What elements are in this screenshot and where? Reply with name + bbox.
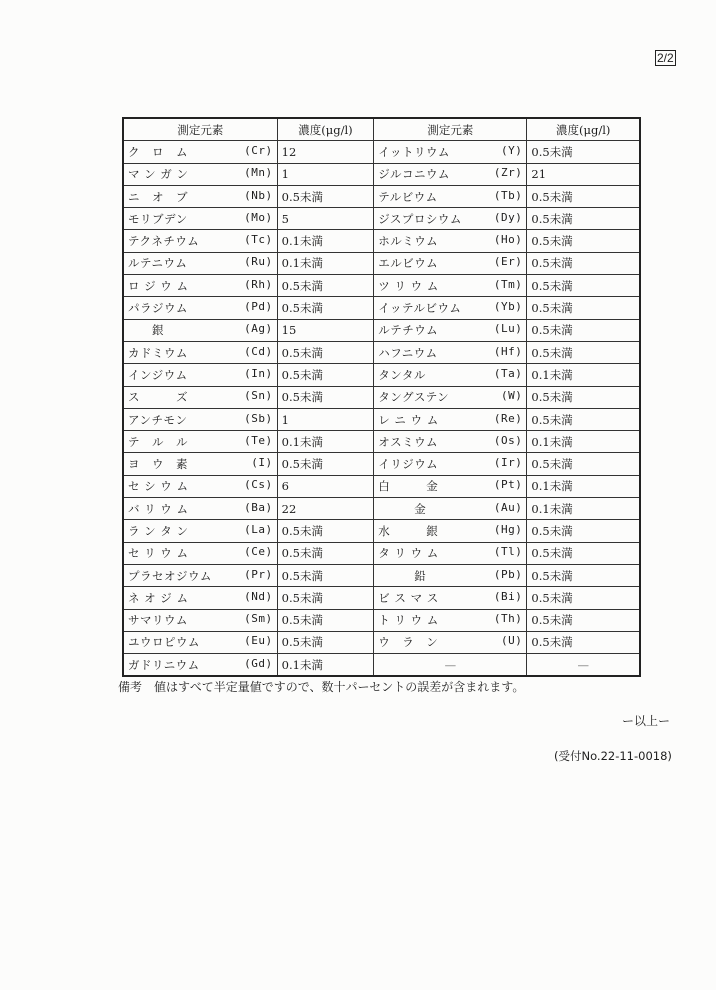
element-name-cell: 水 銀 (Hg) xyxy=(374,520,527,542)
concentration-cell: 0.1未満 xyxy=(277,252,374,274)
table-row xyxy=(123,163,640,185)
element-name-cell: ツ リ ウ ム (Tm) xyxy=(374,275,527,297)
table-row xyxy=(123,364,640,386)
element-name-cell: ホルミウム (Ho) xyxy=(374,230,527,252)
element-name-cell: ニ オ ブ (Nb) xyxy=(123,185,277,207)
table-row xyxy=(123,631,640,653)
concentration-cell: 0.1未満 xyxy=(277,431,374,453)
concentration-cell: 0.5未満 xyxy=(277,631,374,653)
element-name-cell: モリブデン (Mo) xyxy=(123,208,277,230)
element-name-cell: ガドリニウム (Gd) xyxy=(123,654,277,677)
element-name-cell: ラ ン タ ン (La) xyxy=(123,520,277,542)
table-row xyxy=(123,498,640,520)
element-name-cell: カドミウム (Cd) xyxy=(123,341,277,363)
table-row xyxy=(123,208,640,230)
element-name-cell: マ ン ガ ン (Mn) xyxy=(123,163,277,185)
element-name-cell: イッテルビウム (Yb) xyxy=(374,297,527,319)
concentration-cell: 0.5未満 xyxy=(527,564,640,586)
element-concentration-table xyxy=(122,117,641,677)
page-number: 2/2 xyxy=(657,51,674,65)
concentration-cell: 0.5未満 xyxy=(277,297,374,319)
concentration-cell: 0.5未満 xyxy=(527,208,640,230)
concentration-cell: 0.5未満 xyxy=(527,587,640,609)
element-name-cell: ユウロピウム (Eu) xyxy=(123,631,277,653)
element-name-cell: エルビウム (Er) xyxy=(374,252,527,274)
element-name-cell: セ シ ウ ム (Cs) xyxy=(123,475,277,497)
table-row xyxy=(123,475,640,497)
element-name-cell: 銀 (Ag) xyxy=(123,319,277,341)
concentration-cell: 0.5未満 xyxy=(277,386,374,408)
concentration-cell: 15 xyxy=(277,319,374,341)
table-row xyxy=(123,520,640,542)
element-name-cell: 鉛 (Pb) xyxy=(374,564,527,586)
concentration-cell: 0.5未満 xyxy=(277,609,374,631)
concentration-cell: 5 xyxy=(277,208,374,230)
element-name-cell: 金 (Au) xyxy=(374,498,527,520)
element-name-cell: ジルコニウム (Zr) xyxy=(374,163,527,185)
concentration-cell: 0.5未満 xyxy=(277,542,374,564)
element-name-cell: タ リ ウ ム (Tl) xyxy=(374,542,527,564)
element-name-cell: ロ ジ ウ ム (Rh) xyxy=(123,275,277,297)
element-name-cell: アンチモン (Sb) xyxy=(123,408,277,430)
element-name-cell: テクネチウム (Tc) xyxy=(123,230,277,252)
concentration-cell: 0.5未満 xyxy=(527,141,640,163)
concentration-cell: 0.5未満 xyxy=(527,341,640,363)
element-name-cell: オスミウム (Os) xyxy=(374,431,527,453)
element-name-cell: テルビウム (Tb) xyxy=(374,185,527,207)
element-name-cell: セ リ ウ ム (Ce) xyxy=(123,542,277,564)
concentration-cell: 22 xyxy=(277,498,374,520)
table-header-row xyxy=(123,118,640,141)
element-name-cell: イリジウム (Ir) xyxy=(374,453,527,475)
concentration-cell: 0.1未満 xyxy=(527,431,640,453)
table-row xyxy=(123,185,640,207)
concentration-cell: 0.1未満 xyxy=(527,498,640,520)
table-row xyxy=(123,564,640,586)
empty-dash-cell: — xyxy=(527,654,640,677)
concentration-cell: 0.5未満 xyxy=(527,453,640,475)
concentration-cell: 0.5未満 xyxy=(527,185,640,207)
end-mark: ー以上ー xyxy=(622,714,671,728)
element-name-cell: ウ ラ ン (U) xyxy=(374,631,527,653)
table-row xyxy=(123,654,640,677)
element-name-cell: サマリウム (Sm) xyxy=(123,609,277,631)
concentration-cell: 0.5未満 xyxy=(277,453,374,475)
element-name-cell: ジスプロシウム (Dy) xyxy=(374,208,527,230)
concentration-cell: 0.5未満 xyxy=(527,631,640,653)
concentration-cell: 0.5未満 xyxy=(277,341,374,363)
element-name-cell: テ ル ル (Te) xyxy=(123,431,277,453)
concentration-cell: 0.5未満 xyxy=(277,275,374,297)
element-name-cell: ト リ ウ ム (Th) xyxy=(374,609,527,631)
concentration-cell: 0.5未満 xyxy=(527,319,640,341)
concentration-cell: 0.5未満 xyxy=(277,564,374,586)
concentration-cell: 0.5未満 xyxy=(527,275,640,297)
concentration-cell: 0.1未満 xyxy=(527,364,640,386)
concentration-cell: 1 xyxy=(277,163,374,185)
element-name-cell: パラジウム (Pd) xyxy=(123,297,277,319)
header-element-left: 測定元素 xyxy=(123,118,277,141)
table-row xyxy=(123,431,640,453)
remark-note: 備考 値はすべて半定量値ですので、数十パーセントの誤差が含まれます。 xyxy=(118,680,525,694)
concentration-cell: 0.1未満 xyxy=(277,654,374,677)
element-name-cell: ビ ス マ ス (Bi) xyxy=(374,587,527,609)
concentration-cell: 0.5未満 xyxy=(527,252,640,274)
table-row xyxy=(123,319,640,341)
concentration-cell: 0.5未満 xyxy=(527,520,640,542)
table-row xyxy=(123,453,640,475)
table-row xyxy=(123,587,640,609)
concentration-cell: 0.5未満 xyxy=(527,609,640,631)
header-concentration-left: 濃度(μg/l) xyxy=(277,118,374,141)
element-name-cell: プラセオジウム (Pr) xyxy=(123,564,277,586)
element-name-cell: ネ オ ジ ム (Nd) xyxy=(123,587,277,609)
element-name-cell: タンタル (Ta) xyxy=(374,364,527,386)
table-row xyxy=(123,230,640,252)
table-row xyxy=(123,408,640,430)
element-name-cell: 白 金 (Pt) xyxy=(374,475,527,497)
element-name-cell: バ リ ウ ム (Ba) xyxy=(123,498,277,520)
table-row xyxy=(123,386,640,408)
element-name-cell: レ ニ ウ ム (Re) xyxy=(374,408,527,430)
concentration-cell: 0.1未満 xyxy=(277,230,374,252)
concentration-cell: 0.5未満 xyxy=(277,587,374,609)
element-name-cell: インジウム (In) xyxy=(123,364,277,386)
table-row xyxy=(123,297,640,319)
table-row xyxy=(123,275,640,297)
element-name-cell: ハフニウム (Hf) xyxy=(374,341,527,363)
element-name-cell: ルテニウム (Ru) xyxy=(123,252,277,274)
header-concentration-right: 濃度(μg/l) xyxy=(527,118,640,141)
table-row xyxy=(123,252,640,274)
concentration-cell: 0.5未満 xyxy=(527,408,640,430)
concentration-cell: 0.5未満 xyxy=(277,185,374,207)
concentration-cell: 0.5未満 xyxy=(527,230,640,252)
header-element-right: 測定元素 xyxy=(374,118,527,141)
concentration-cell: 1 xyxy=(277,408,374,430)
empty-dash-cell: — xyxy=(374,654,527,677)
concentration-cell: 0.5未満 xyxy=(277,520,374,542)
concentration-cell: 6 xyxy=(277,475,374,497)
table-row xyxy=(123,609,640,631)
concentration-cell: 12 xyxy=(277,141,374,163)
concentration-cell: 0.5未満 xyxy=(527,297,640,319)
table-row xyxy=(123,542,640,564)
element-name-cell: ス ズ (Sn) xyxy=(123,386,277,408)
table-row xyxy=(123,341,640,363)
element-name-cell: タングステン (W) xyxy=(374,386,527,408)
element-name-cell: ク ロ ム (Cr) xyxy=(123,141,277,163)
concentration-cell: 0.5未満 xyxy=(527,386,640,408)
concentration-cell: 21 xyxy=(527,163,640,185)
element-name-cell: ヨ ウ 素 (I) xyxy=(123,453,277,475)
concentration-cell: 0.1未満 xyxy=(527,475,640,497)
element-name-cell: イットリウム (Y) xyxy=(374,141,527,163)
receipt-number: (受付No.22-11-0018) xyxy=(554,749,672,763)
concentration-cell: 0.5未満 xyxy=(527,542,640,564)
table-row xyxy=(123,141,640,163)
element-name-cell: ルテチウム (Lu) xyxy=(374,319,527,341)
concentration-cell: 0.5未満 xyxy=(277,364,374,386)
